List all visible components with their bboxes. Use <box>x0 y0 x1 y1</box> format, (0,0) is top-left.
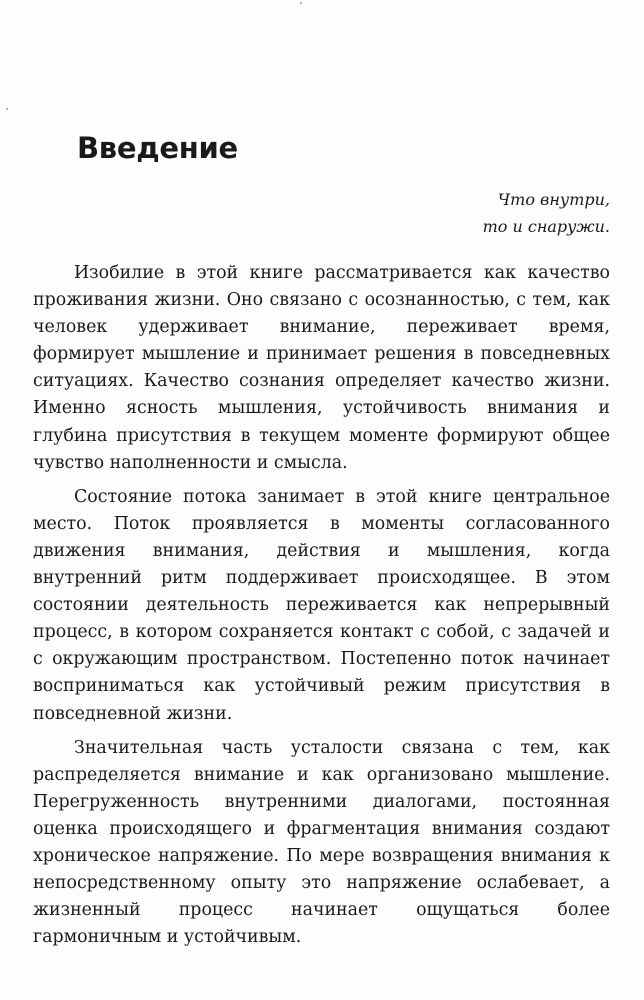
chapter-body <box>33 260 610 958</box>
epigraph <box>310 186 610 240</box>
scan-speck <box>6 108 8 110</box>
paragraph-1: Изобилие в этой книге рассматривается как качество проживания жизни. Оно связано с осознанностью, с тем, как человек удерживает внимание, переживает время, формирует мышление и принимает решения в повседневных ситуациях. Качество сознания определяет качество жизни. Именно ясность мышления, устойчивость внимания и глубина присутствия в текущем моменте формируют общее чувство наполненности и смысла. <box>33 263 610 473</box>
chapter-title: Введение <box>77 131 238 165</box>
paragraph-3: Значительная часть усталости связана с тем, как распределяется внимание и как организовано мышление. Перегруженность внутренними диалогами, постоянная оценка происходящего и фрагментация внимания создают хроническое напряжение. По мере возвращения внимания к непосредственному опыту это напряжение ослабевает, а жизненный процесс начинает ощущаться более гармоничным и устойчивым. <box>33 737 610 948</box>
paragraph-2: Состояние потока занимает в этой книге центральное место. Поток проявляется в моменты согласованного движения внимания, действия и мышления, когда внутренний ритм поддерживает происходящее. В этом состоянии деятельность переживается как непрерывный процесс, в котором сохраняется контакт с собой, с задачей и с окружающим пространством. Постепенно поток начинает восприниматься как устойчивый режим присутствия в повседневной жизни. <box>33 486 610 724</box>
epigraph-line-2: то и снаружи. <box>482 217 610 236</box>
epigraph-line-1: Что внутри, <box>497 190 610 209</box>
scan-speck <box>300 2 302 4</box>
